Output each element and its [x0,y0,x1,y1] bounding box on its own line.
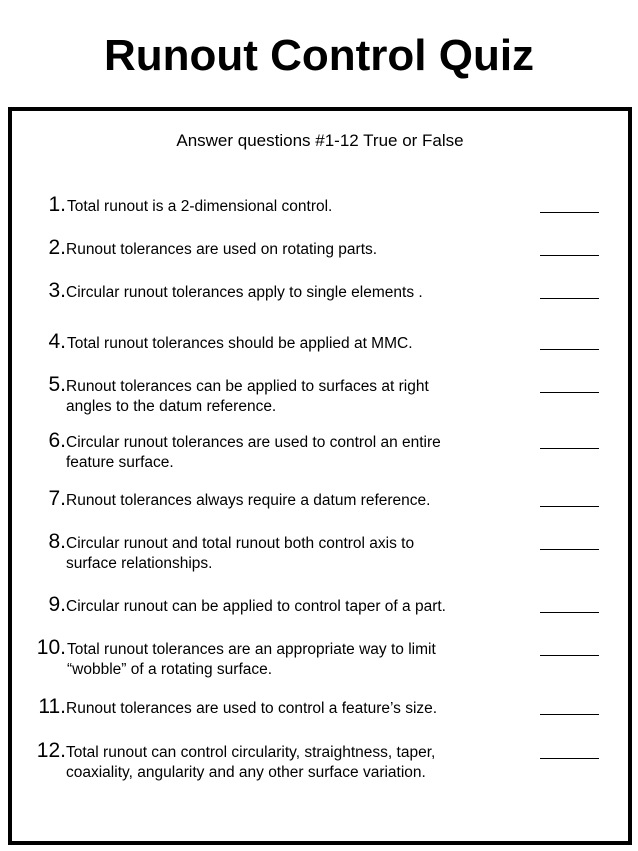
question-text [66,491,506,511]
question-text [67,197,507,217]
question-number: 3. [48,279,66,302]
question-text [67,640,507,680]
question-line-1: Circular runout can be applied to control taper of a part. [66,598,446,615]
question-text [66,240,506,260]
answer-blank[interactable] [540,298,599,299]
question-7 [12,487,628,537]
question-1 [12,193,628,243]
question-line-2: surface relationships. [66,555,213,572]
answer-blank[interactable] [540,255,599,256]
question-6 [12,429,628,479]
question-9 [12,593,628,643]
question-number: 10. [36,636,66,659]
answer-blank[interactable] [540,506,599,507]
question-number: 8. [48,530,66,553]
question-text [66,699,506,719]
question-line-1: Total runout is a 2-dimensional control. [67,198,333,215]
question-text [66,534,506,574]
question-number: 1. [48,193,66,216]
question-number: 2. [48,236,66,259]
question-line-2: angles to the datum reference. [66,398,277,415]
answer-blank[interactable] [540,714,599,715]
question-line-1: Circular runout tolerances apply to single elements . [66,284,423,301]
question-number: 9. [48,593,66,616]
question-10 [12,636,628,686]
question-number: 6. [48,429,66,452]
question-line-1: Runout tolerances can be applied to surfaces at right [66,378,429,395]
answer-blank[interactable] [540,758,599,759]
question-number: 12. [36,739,66,762]
question-line-1: Runout tolerances are used to control a feature’s size. [66,700,438,717]
question-12 [12,739,628,789]
question-line-1: Circular runout and total runout both control axis to [66,535,415,552]
question-line-1: Runout tolerances always require a datum reference. [66,492,431,509]
question-number: 4. [48,330,66,353]
question-line-2: feature surface. [66,454,174,471]
question-text [66,433,506,473]
question-line-1: Total runout can control circularity, straightness, taper, [66,744,436,761]
answer-blank[interactable] [540,448,599,449]
question-text [66,743,506,783]
question-text [67,334,507,354]
question-2 [12,236,628,286]
question-8 [12,530,628,580]
question-11 [12,695,628,745]
question-text [66,597,536,617]
answer-blank[interactable] [540,349,599,350]
question-line-1: Total runout tolerances are an appropriate way to limit [67,641,436,658]
question-number: 7. [48,487,66,510]
question-line-2: coaxiality, angularity and any other surface variation. [66,764,426,781]
question-number: 5. [48,373,66,396]
question-line-1: Runout tolerances are used on rotating parts. [66,241,378,258]
question-3 [12,279,628,329]
answer-blank[interactable] [540,392,599,393]
question-4 [12,330,628,380]
question-line-2: “wobble” of a rotating surface. [67,661,273,678]
instructions: Answer questions #1-12 True or False [176,131,464,150]
answer-blank[interactable] [540,612,599,613]
answer-blank[interactable] [540,655,599,656]
question-5 [12,373,628,423]
quiz-box [8,107,632,845]
question-line-1: Total runout tolerances should be applied at MMC. [67,335,413,352]
answer-blank[interactable] [540,212,599,213]
answer-blank[interactable] [540,549,599,550]
page-title: Runout Control Quiz [103,31,535,80]
question-line-1: Circular runout tolerances are used to control an entire [66,434,441,451]
question-text [66,283,506,303]
question-number: 11. [38,695,66,718]
question-text [66,377,506,417]
